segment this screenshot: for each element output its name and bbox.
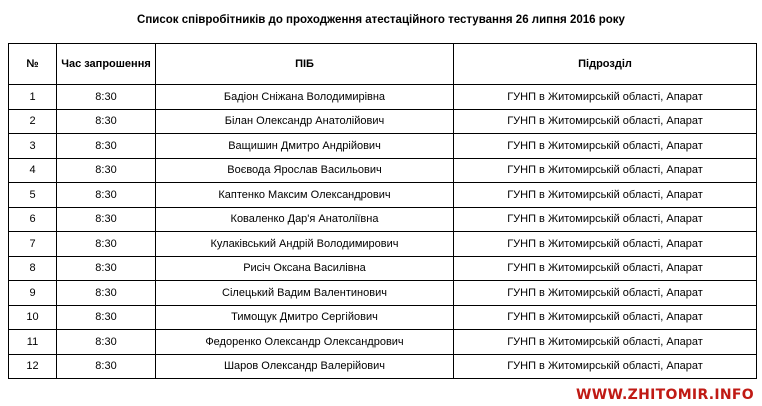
table-row (9, 281, 757, 306)
cell-time: 8:30 (57, 256, 156, 281)
staff-table (8, 43, 757, 379)
cell-department: ГУНП в Житомирській області, Апарат (454, 256, 757, 281)
table-row (9, 85, 757, 110)
cell-time: 8:30 (57, 330, 156, 355)
cell-time: 8:30 (57, 183, 156, 208)
cell-department: ГУНП в Житомирській області, Апарат (454, 158, 757, 183)
table-row (9, 305, 757, 330)
cell-department: ГУНП в Житомирській області, Апарат (454, 232, 757, 257)
table-row (9, 183, 757, 208)
cell-department: ГУНП в Житомирській області, Апарат (454, 281, 757, 306)
cell-department: ГУНП в Житомирській області, Апарат (454, 354, 757, 379)
cell-name: Воєвода Ярослав Васильович (156, 158, 454, 183)
header-number: № (9, 44, 57, 85)
cell-number: 2 (9, 109, 57, 134)
cell-department: ГУНП в Житомирській області, Апарат (454, 183, 757, 208)
cell-number: 12 (9, 354, 57, 379)
cell-time: 8:30 (57, 305, 156, 330)
table-row (9, 256, 757, 281)
cell-name: Ващишин Дмитро Андрійович (156, 134, 454, 159)
table-row (9, 207, 757, 232)
cell-name: Каптенко Максим Олександрович (156, 183, 454, 208)
header-department: Підрозділ (454, 44, 757, 85)
cell-number: 3 (9, 134, 57, 159)
cell-name: Кулаківський Андрій Володимирович (156, 232, 454, 257)
cell-name: Сілецький Вадим Валентинович (156, 281, 454, 306)
cell-time: 8:30 (57, 232, 156, 257)
cell-department: ГУНП в Житомирській області, Апарат (454, 305, 757, 330)
cell-department: ГУНП в Житомирській області, Апарат (454, 134, 757, 159)
cell-number: 5 (9, 183, 57, 208)
cell-number: 7 (9, 232, 57, 257)
table-header-row (9, 44, 757, 85)
cell-time: 8:30 (57, 281, 156, 306)
cell-department: ГУНП в Житомирській області, Апарат (454, 109, 757, 134)
cell-department: ГУНП в Житомирській області, Апарат (454, 85, 757, 110)
cell-number: 4 (9, 158, 57, 183)
table-row (9, 134, 757, 159)
cell-name: Бадіон Сніжана Володимирівна (156, 85, 454, 110)
cell-number: 8 (9, 256, 57, 281)
cell-number: 6 (9, 207, 57, 232)
cell-time: 8:30 (57, 354, 156, 379)
table-row (9, 354, 757, 379)
cell-name: Коваленко Дар'я Анатоліївна (156, 207, 454, 232)
cell-name: Білан Олександр Анатолійович (156, 109, 454, 134)
cell-time: 8:30 (57, 134, 156, 159)
table-row (9, 232, 757, 257)
cell-number: 1 (9, 85, 57, 110)
cell-name: Рисіч Оксана Василівна (156, 256, 454, 281)
cell-department: ГУНП в Житомирській області, Апарат (454, 330, 757, 355)
cell-number: 11 (9, 330, 57, 355)
cell-number: 10 (9, 305, 57, 330)
table-row (9, 109, 757, 134)
site-watermark: WWW.ZHITOMIR.INFO (575, 387, 754, 403)
cell-name: Тимощук Дмитро Сергійович (156, 305, 454, 330)
header-invitation-time: Час запрошення (57, 44, 156, 85)
cell-department: ГУНП в Житомирській області, Апарат (454, 207, 757, 232)
cell-time: 8:30 (57, 158, 156, 183)
cell-number: 9 (9, 281, 57, 306)
cell-name: Шаров Олександр Валерійович (156, 354, 454, 379)
header-full-name: ПІБ (156, 44, 454, 85)
cell-time: 8:30 (57, 207, 156, 232)
cell-name: Федоренко Олександр Олександрович (156, 330, 454, 355)
table-row (9, 330, 757, 355)
cell-time: 8:30 (57, 109, 156, 134)
cell-time: 8:30 (57, 85, 156, 110)
document-title: Список співробітників до проходження атестаційного тестування 26 липня 2016 року (137, 14, 625, 26)
table-row (9, 158, 757, 183)
